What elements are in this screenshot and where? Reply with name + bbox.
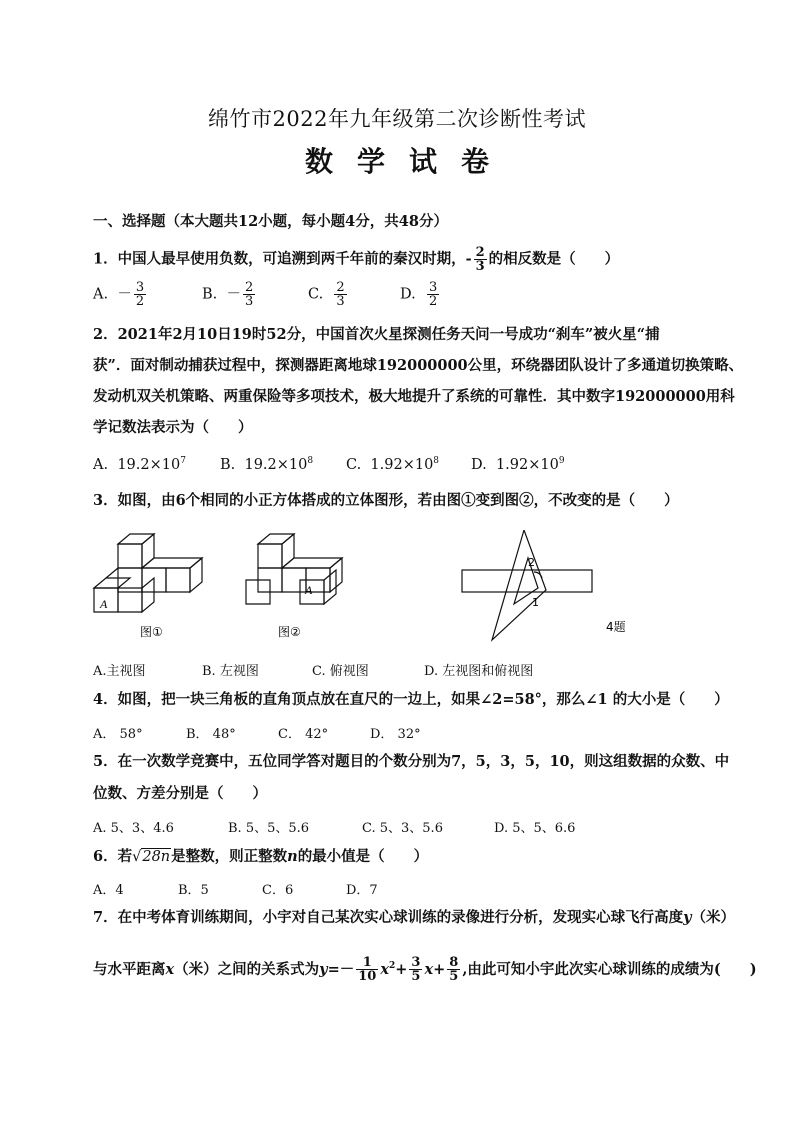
q1-option-b: B. － $\frac{2}{3}$ <box>202 280 254 309</box>
q1-prefix: 1．中国人最早使用负数，可追溯到两千年前的秦汉时期，- <box>93 250 472 268</box>
section-heading: 一、选择题（本大题共12小题，每小题4分，共48分） <box>93 213 448 230</box>
q2-line-4: 学记数法表示为（ ） <box>93 419 253 436</box>
q1-option-a: A. － $\frac{3}{2}$ <box>93 280 145 309</box>
q3-option-a: A.主视图 <box>93 664 146 679</box>
q7-fraction-2: $\frac{3}{5}$ <box>411 955 421 985</box>
q3-option-d: D. 左视图和俯视图 <box>424 664 534 679</box>
q6-radicand: 28n <box>142 849 171 865</box>
q1-fraction: $\frac{2}{3}$ <box>475 245 485 274</box>
cube-label-a-fig2: A <box>305 583 313 597</box>
q4-option-b: B． 48° <box>186 727 236 742</box>
q7-line-2: 与水平距离x（米）之间的关系式为y=－ $\frac{1}{10}$ $x^2+$ $\frac{3}{5}$ x+ $\frac{8}{5}$ ,由此可知小宇此次实心球训练的成绩为( ) <box>93 955 757 985</box>
cube-figure-2 <box>246 534 342 604</box>
q5-option-c: C. 5、3、5.6 <box>362 821 443 836</box>
cube-label-a-fig1: A <box>100 597 108 611</box>
q2-option-d: D. $1.92\times 10^9$ <box>471 456 565 473</box>
q6-text: 6．若√28n是整数，则正整数n的最小值是（ ） <box>93 848 429 865</box>
q7-line-1: 7．在中考体育训练期间，小宇对自己某次实心球训练的录像进行分析，发现实心球飞行高度y（米） <box>93 909 736 926</box>
q2-option-a: A. $19.2\times 10^7$ <box>93 456 186 473</box>
angle-2-label: 2 <box>528 556 535 569</box>
q1-option-c: C. $\frac{2}{3}$ <box>308 280 345 309</box>
q7-fraction-3: $\frac{8}{5}$ <box>449 955 459 985</box>
fig2-caption: 图② <box>278 625 301 639</box>
q5-option-b: B. 5、5、5.6 <box>228 821 310 836</box>
q2-line-2: 获”．面对制动捕获过程中，探测器距离地球192000000公里，环绕器团队设计了多通道切换策略、 <box>93 357 744 374</box>
q1-option-d: D. $\frac{3}{2}$ <box>400 280 438 309</box>
q1-suffix: 的相反数是（ ） <box>488 250 620 268</box>
q5-line-2: 位数、方差分别是（ ） <box>93 785 267 802</box>
q5-option-d: D. 5、5、6.6 <box>494 821 576 836</box>
q4-text: 4．如图，把一块三角板的直角顶点放在直尺的一边上，如果∠2=58°，那么∠1 的大小是（ ） <box>93 691 729 708</box>
q3-option-b: B. 左视图 <box>202 664 259 679</box>
q5-option-a: A. 5、3、4.6 <box>93 821 174 836</box>
q4-option-a: A． 58° <box>93 727 143 742</box>
exam-subtitle: 数学试卷 <box>304 145 513 178</box>
q4-option-d: D． 32° <box>370 727 421 742</box>
q2-option-b: B. $19.2\times 10^8$ <box>220 456 314 473</box>
q2-line-3: 发动机双关机策略、两重保险等多项技术，极大地提升了系统的可靠性．其中数字192000000用科 <box>93 388 735 405</box>
question-1 <box>93 246 619 273</box>
q6-option-d: D．7 <box>346 883 378 898</box>
q4-option-c: C． 42° <box>278 727 329 742</box>
q2-line-1: 2．2021年2月10日19时52分，中国首次火星探测任务天问一号成功“刹车”被火星“捕 <box>93 326 660 343</box>
q2-option-c: C. $1.92\times 10^8$ <box>346 456 440 473</box>
fig1-caption: 图① <box>140 625 163 639</box>
cube-figure-1 <box>94 534 202 612</box>
q6-option-b: B．5 <box>178 883 209 898</box>
q3-option-c: C. 俯视图 <box>312 664 369 679</box>
q6-option-a: A．4 <box>93 883 124 898</box>
q6-option-c: C．6 <box>262 883 294 898</box>
q3-text: 3．如图，由6个相同的小正方体搭成的立体图形，若由图①变到图②，不改变的是（ ） <box>93 492 679 509</box>
exam-title: 绵竹市2022年九年级第二次诊断性考试 <box>208 107 586 131</box>
figures-area <box>90 530 650 650</box>
ruler-triangle-figure <box>462 530 592 640</box>
angle-1-label: 1 <box>532 596 539 609</box>
q7-fraction-1: $\frac{1}{10}$ <box>358 955 377 985</box>
q5-line-1: 5．在一次数学竞赛中，五位同学答对题目的个数分别为7，5，3，5，10，则这组数据的众数、中 <box>93 753 730 770</box>
q4-figure-caption: 4题 <box>606 620 626 634</box>
